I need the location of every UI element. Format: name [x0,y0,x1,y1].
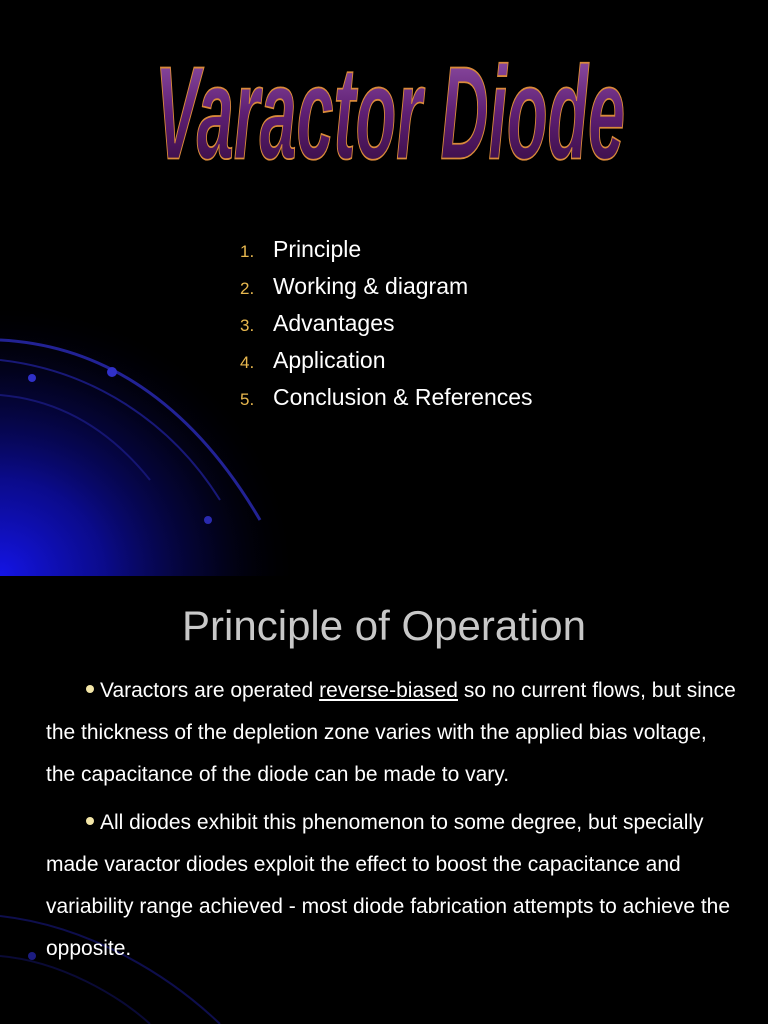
agenda-item [240,273,533,310]
agenda-number: 1. [240,242,255,261]
bullet-paragraph [46,670,736,796]
agenda-text: Principle [273,236,362,262]
agenda-item [240,347,533,384]
agenda-text: Application [273,347,386,373]
agenda-text: Conclusion & References [273,384,533,410]
slide-heading: Principle of Operation [182,602,586,649]
paragraph-text: All diodes exhibit this phenomenon to some degree, but specially made varactor diodes exploit the effect to boost the capacitance and variability range achieved - most diode fabrication attempts to achieve the opposite. [46,811,731,960]
agenda-list [240,236,533,421]
agenda-number: 5. [240,390,255,409]
slide-body [46,670,736,976]
slide-title: Varactor Diode [154,39,625,178]
bullet-paragraph [46,802,736,970]
agenda-item [240,236,533,273]
agenda-number: 3. [240,316,255,335]
paragraph-text: Varactors are operated [100,679,320,702]
agenda-text: Working & diagram [273,273,469,299]
bullet-dot-icon [86,817,94,825]
agenda-item [240,384,533,421]
agenda-number: 4. [240,353,255,372]
paragraph-text: so no current flows, but since the thickness of the depletion zone varies with the applied bias voltage, the capacitance of the diode can be made to vary. [46,679,736,786]
slide-title-wordart [0,18,768,178]
agenda-text: Advantages [273,310,395,336]
agenda-number: 2. [240,279,255,298]
principle-slide [0,576,768,1024]
agenda-item [240,310,533,347]
underlined-term: reverse-biased [319,679,458,702]
bullet-dot-icon [86,685,94,693]
